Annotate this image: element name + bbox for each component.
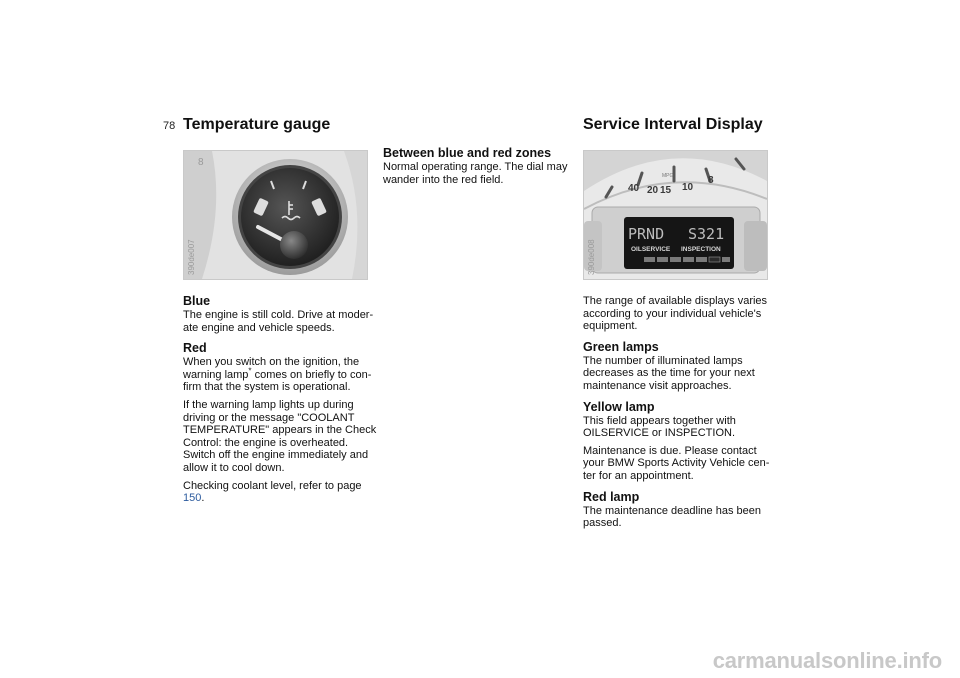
temperature-gauge-image <box>184 151 367 279</box>
gauge-number-20: 20 <box>647 185 659 196</box>
section-heading-blue: Blue <box>183 294 211 308</box>
red-paragraph-1 <box>183 356 378 394</box>
svg-text:8: 8 <box>198 157 204 168</box>
temperature-gauge-figure <box>183 150 368 280</box>
optional-equipment-star: * <box>248 366 252 376</box>
page-title-service-interval-display: Service Interval Display <box>583 116 763 133</box>
display-label-inspection: INSPECTION <box>681 246 721 253</box>
red-paragraph-1-end: comes on briefly to con-firm that the system is operational. <box>183 368 372 394</box>
gauge-number-15: 15 <box>660 185 672 196</box>
red-paragraph-3 <box>183 480 378 505</box>
figure-code: 390de007 <box>187 239 196 275</box>
page-title-temperature-gauge: Temperature gauge <box>183 116 331 133</box>
between-zones-section <box>383 146 573 186</box>
service-interval-display-image <box>584 151 767 279</box>
service-reading-text: S321 <box>688 225 725 243</box>
yellow-lamp-paragraph-2: Maintenance is due. Please contact your BMW Sports Activity Vehicle cen-ter for an appointment. <box>583 444 770 482</box>
section-heading-red: Red <box>183 341 207 356</box>
section-heading-between-zones: Between blue and red zones <box>383 146 552 160</box>
figure-code: 390de008 <box>587 239 596 275</box>
green-lamps-description: The number of illuminated lamps decreases as the time for your next maintenance visit approaches. <box>583 354 755 392</box>
gear-indicator-text: PRND <box>628 225 665 243</box>
yellow-lamp-paragraph-1: This field appears together with OILSERVICE or INSPECTION. <box>583 414 736 440</box>
red-paragraph-1-start: When you switch on the ignition, the warning lamp <box>183 356 360 381</box>
red-paragraph-2: If the warning lamp lights up during driving or the message "COOLANT TEMPERATURE" appears in the Check Control: the engine is overheated. Switch off the engine immediately and allow it to cool down. <box>183 398 377 474</box>
service-interval-intro: The range of available displays varies according to your individual vehicle's equipment. <box>583 295 768 333</box>
page-link-150[interactable]: 150 <box>183 492 202 505</box>
service-interval-text <box>583 295 778 530</box>
section-heading-yellow-lamp: Yellow lamp <box>583 399 655 414</box>
red-lamp-description: The maintenance deadline has been passed. <box>583 504 761 530</box>
display-label-oilservice: OILSERVICE <box>631 246 671 253</box>
service-interval-figure <box>583 150 768 280</box>
temperature-gauge-text <box>183 294 378 505</box>
gauge-number-10: 10 <box>682 182 694 193</box>
between-zones-description: Normal operating range. The dial may wander into the red field. <box>383 161 568 186</box>
gauge-label-mpg: MPG <box>662 173 674 179</box>
gauge-number-40: 40 <box>628 183 640 194</box>
coolant-reference-text: Checking coolant level, refer to page <box>183 479 362 492</box>
gauge-number-8: 8 <box>708 175 714 186</box>
blue-description: The engine is still cold. Drive at moder-ate engine and vehicle speeds. <box>183 309 374 334</box>
coolant-reference-end: . <box>201 492 205 505</box>
page-number: 78 <box>163 120 176 132</box>
section-heading-green-lamps: Green lamps <box>583 339 659 354</box>
section-heading-red-lamp: Red lamp <box>583 489 640 504</box>
watermark: carmanualsonline.info <box>712 648 942 673</box>
